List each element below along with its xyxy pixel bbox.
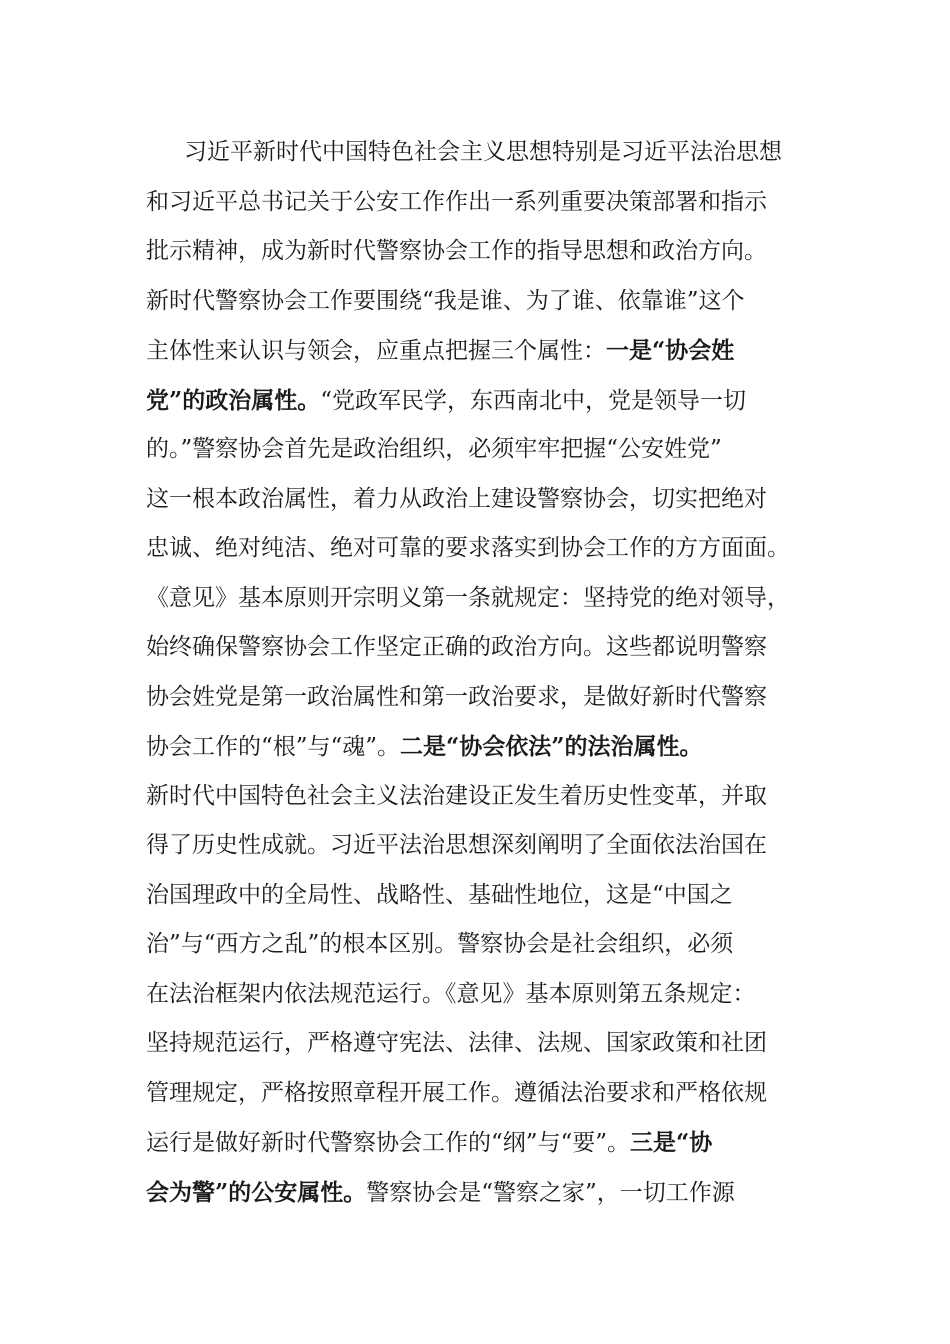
text-line xyxy=(146,475,836,525)
text-line xyxy=(146,178,836,228)
text-line xyxy=(146,1019,836,1069)
body-paragraph xyxy=(146,128,836,1217)
text-line xyxy=(146,1168,836,1218)
text-run: 管理规定，严格按照章程开展工作。遵循法治要求和严格依规 xyxy=(146,1079,767,1106)
text-line xyxy=(146,376,836,426)
text-run: 坚持规范运行，严格遵守宪法、法律、法规、国家政策和社团 xyxy=(146,1030,767,1056)
text-line xyxy=(146,524,836,574)
text-run: “党政军民学，东西南北中，党是领导一切 xyxy=(320,387,746,414)
bold-text-run: 一是“协会姓 xyxy=(606,337,735,364)
text-run: 新时代警察协会工作要围绕“我是谁、为了谁、依靠谁”这个 xyxy=(146,287,745,314)
text-line xyxy=(146,772,836,822)
text-run: 警察协会是“警察之家”，一切工作源 xyxy=(366,1179,735,1206)
text-run: 这一根本政治属性，着力从政治上建设警察协会，切实把绝对 xyxy=(146,485,767,512)
bold-text-run: 党”的政治属性。 xyxy=(146,386,321,414)
text-run: 和习近平总书记关于公安工作作出一系列重要决策部署和指示 xyxy=(146,188,767,215)
text-run: 始终确保警察协会工作坚定正确的政治方向。这些都说明警察 xyxy=(146,634,767,660)
text-line xyxy=(146,277,836,327)
text-run: 得了历史性成就。习近平法治思想深刻阐明了全面依法治国在 xyxy=(146,832,767,858)
text-line xyxy=(146,227,836,277)
text-line xyxy=(146,326,836,376)
text-run: 协会工作的“根”与“魂”。 xyxy=(146,734,401,760)
text-line xyxy=(146,920,836,970)
bold-text-run: 三是“协 xyxy=(630,1129,713,1156)
text-run: 治国理政中的全局性、战略性、基础性地位，这是“中国之 xyxy=(146,881,733,908)
text-run: 协会姓党是第一政治属性和第一政治要求，是做好新时代警察 xyxy=(146,683,767,710)
text-line xyxy=(146,871,836,921)
bold-text-run: 会为警”的公安属性。 xyxy=(146,1178,367,1206)
text-run: 治”与“西方之乱”的根本区别。警察协会是社会组织，必须 xyxy=(146,931,734,957)
text-run: 主体性来认识与领会，应重点把握三个属性： xyxy=(146,338,606,364)
text-line xyxy=(146,425,836,475)
text-line xyxy=(146,821,836,871)
text-run: 新时代中国特色社会主义法治建设正发生着历史性变革，并取 xyxy=(146,782,767,809)
text-line xyxy=(146,970,836,1020)
text-line xyxy=(146,623,836,673)
text-run: 批示精神，成为新时代警察协会工作的指导思想和政治方向。 xyxy=(146,238,767,264)
text-line xyxy=(146,128,836,178)
text-line xyxy=(146,1069,836,1119)
text-run: 在法治框架内依法规范运行。《意见》基本原则第五条规定： xyxy=(146,980,756,1007)
text-line xyxy=(146,1118,836,1168)
text-run: 习近平新时代中国特色社会主义思想特别是习近平法治思想 xyxy=(184,139,782,165)
bold-text-run: 二是“协会依法”的法治属性。 xyxy=(400,733,703,760)
text-run: 的。”警察协会首先是政治组织，必须牢牢把握“公安姓党” xyxy=(146,436,722,462)
text-run: 忠诚、绝对纯洁、绝对可靠的要求落实到协会工作的方方面面。 xyxy=(146,535,790,561)
text-line xyxy=(146,574,836,624)
text-line xyxy=(146,722,836,772)
text-line xyxy=(146,673,836,723)
text-run: 运行是做好新时代警察协会工作的“纲”与“要”。 xyxy=(146,1130,631,1156)
text-run: 《意见》基本原则开宗明义第一条就规定：坚持党的绝对领导， xyxy=(146,584,790,611)
